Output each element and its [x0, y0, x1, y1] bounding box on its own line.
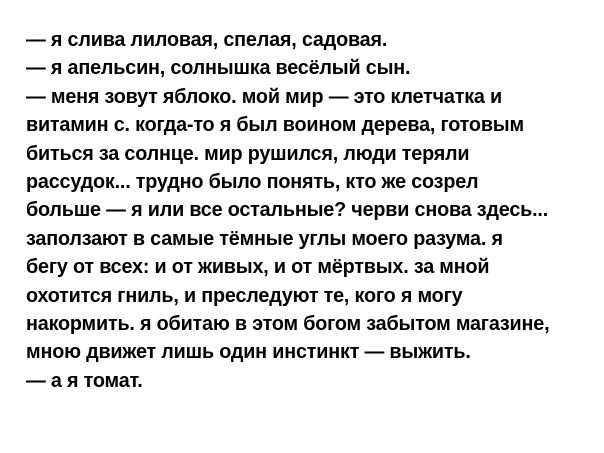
text-line: — меня зовут яблоко. мой мир — это клетчатка и: [26, 84, 502, 108]
text-line: витамин с. когда-то я был воином дерева, готовым: [26, 113, 524, 137]
text-line: больше — я или все остальные? черви снова здесь...: [26, 198, 549, 222]
text-line: рассудок... трудно было понять, кто же созрел: [26, 170, 479, 194]
text-line: мною движет лишь один инстинкт — выжить.: [26, 340, 471, 364]
text-line: — а я томат.: [26, 368, 143, 392]
text-line: накормить. я обитаю в этом богом забытом магазине,: [26, 312, 550, 336]
text-line: охотится гниль, и преследуют те, кого я могу: [26, 283, 463, 307]
text-line: бегу от всех: и от живых, и от мёртвых. за мной: [26, 255, 490, 279]
text-line: заползают в самые тёмные углы моего разума. я: [26, 226, 503, 250]
text-line: биться за солнце. мир рушился, люди теряли: [26, 141, 470, 165]
text-line: — я апельсин, солнышка весёлый сын.: [26, 56, 411, 80]
poem-text-block: [26, 26, 586, 395]
text-line: — я слива лиловая, спелая, садовая.: [26, 28, 388, 51]
